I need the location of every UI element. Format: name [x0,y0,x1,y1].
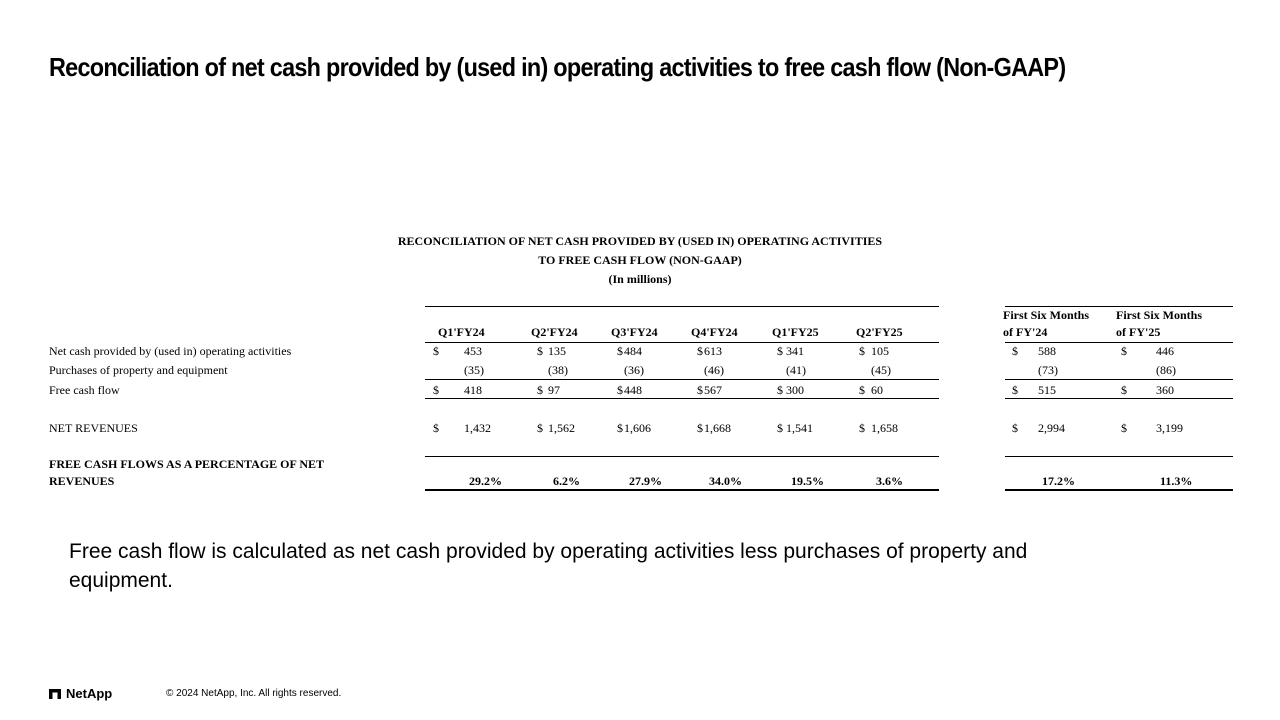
ytd-column-header-line2: of FY'25 [1116,325,1161,339]
table-cell: 1,606 [624,421,651,435]
currency-symbol: $ [859,421,865,435]
row-label: Free cash flow [49,383,120,397]
currency-symbol: $ [859,344,865,358]
currency-symbol: $ [433,421,439,435]
row-label: FREE CASH FLOWS AS A PERCENTAGE OF NET [49,457,325,471]
currency-symbol: $ [1012,383,1018,397]
ytd-column-header-line2: of FY'24 [1003,325,1048,339]
column-header: Q1'FY24 [438,325,485,339]
table-cell: 613 [704,344,722,358]
table-bottom-rule [425,489,939,491]
ytd-header-rule [1005,342,1233,343]
table-heading-line1: RECONCILIATION OF NET CASH PROVIDED BY (USED IN) OPERATING ACTIVITIES [397,234,883,248]
currency-symbol: $ [697,383,703,397]
table-cell: 446 [1156,344,1174,358]
table-cell: 300 [786,383,804,397]
table-cell: 515 [1038,383,1056,397]
table-cell: 1,562 [548,421,575,435]
table-cell: 11.3% [1160,474,1193,488]
table-cell: 6.2% [553,474,580,488]
table-cell: (35) [464,363,484,377]
ytd-column-header-line1: First Six Months [1003,308,1090,322]
currency-symbol: $ [859,383,865,397]
table-cell: 60 [871,383,883,397]
copyright: © 2024 NetApp, Inc. All rights reserved. [166,688,342,699]
table-heading [340,232,940,289]
currency-symbol: $ [1121,344,1127,358]
table-cell: (38) [548,363,568,377]
footnote: Free cash flow is calculated as net cash provided by operating activities less purchases of property and equipment. [69,540,1028,592]
table-heading-line2: TO FREE CASH FLOW (NON-GAAP) [538,253,742,267]
table-cell: 418 [464,383,482,397]
table-cell: 453 [464,344,482,358]
currency-symbol: $ [697,344,703,358]
table-cell: (46) [704,363,724,377]
table-cell: 448 [624,383,642,397]
table-cell: 1,432 [464,421,491,435]
slide-title: Reconciliation of net cash provided by (used in) operating activities to free cash flow (Non-GAAP) [49,52,1066,82]
ytd-bottom-rule [1005,489,1233,491]
currency-symbol: $ [1012,344,1018,358]
table-cell: 1,668 [704,421,731,435]
table-cell: 17.2% [1042,474,1075,488]
footer-logo [49,686,112,701]
currency-symbol: $ [617,344,623,358]
ytd-top-rule [1005,306,1233,307]
table-cell: 97 [548,383,560,397]
table-cell: (45) [871,363,891,377]
currency-symbol: $ [617,421,623,435]
table-cell: 3.6% [876,474,903,488]
table-cell: 588 [1038,344,1056,358]
free-cash-flow-rule [425,398,939,399]
ytd-free-cash-flow-rule [1005,398,1233,399]
column-header: Q2'FY24 [531,325,578,339]
currency-symbol: $ [537,421,543,435]
column-header: Q2'FY25 [856,325,903,339]
netapp-logo-icon [49,689,61,699]
ytd-subtotal-rule [1005,379,1233,380]
table-cell: 27.9% [629,474,662,488]
table-cell: 135 [548,344,566,358]
table-cell: 3,199 [1156,421,1183,435]
currency-symbol: $ [777,383,783,397]
table-cell: (41) [786,363,806,377]
row-label: Net cash provided by (used in) operating activities [49,344,292,358]
currency-symbol: $ [777,421,783,435]
table-heading-line3: (In millions) [608,272,672,286]
brand-name: NetApp [66,686,113,701]
table-cell: 341 [786,344,804,358]
currency-symbol: $ [1012,421,1018,435]
ytd-column-header-line1: First Six Months [1116,308,1203,322]
column-header: Q1'FY25 [772,325,819,339]
subtotal-rule [425,379,939,380]
row-label: Purchases of property and equipment [49,363,228,377]
currency-symbol: $ [617,383,623,397]
table-cell: 1,541 [786,421,813,435]
table-cell: 484 [624,344,642,358]
currency-symbol: $ [1121,421,1127,435]
table-cell: 29.2% [469,474,502,488]
currency-symbol: $ [433,344,439,358]
header-rule [425,342,939,343]
table-cell: 567 [704,383,722,397]
currency-symbol: $ [537,344,543,358]
currency-symbol: $ [433,383,439,397]
currency-symbol: $ [537,383,543,397]
row-label: REVENUES [49,474,115,488]
row-label: NET REVENUES [49,421,138,435]
percentage-top-rule [425,456,939,457]
table-cell: (36) [624,363,644,377]
table-cell: 34.0% [709,474,742,488]
currency-symbol: $ [697,421,703,435]
table-cell: 1,658 [871,421,898,435]
column-header: Q4'FY24 [691,325,738,339]
currency-symbol: $ [1121,383,1127,397]
table-cell: 105 [871,344,889,358]
table-cell: 360 [1156,383,1174,397]
ytd-percentage-top-rule [1005,456,1233,457]
table-cell: 19.5% [791,474,824,488]
table-cell: (73) [1038,363,1058,377]
column-header: Q3'FY24 [611,325,658,339]
table-top-rule [425,306,939,307]
currency-symbol: $ [777,344,783,358]
table-cell: (86) [1156,363,1176,377]
table-cell: 2,994 [1038,421,1065,435]
